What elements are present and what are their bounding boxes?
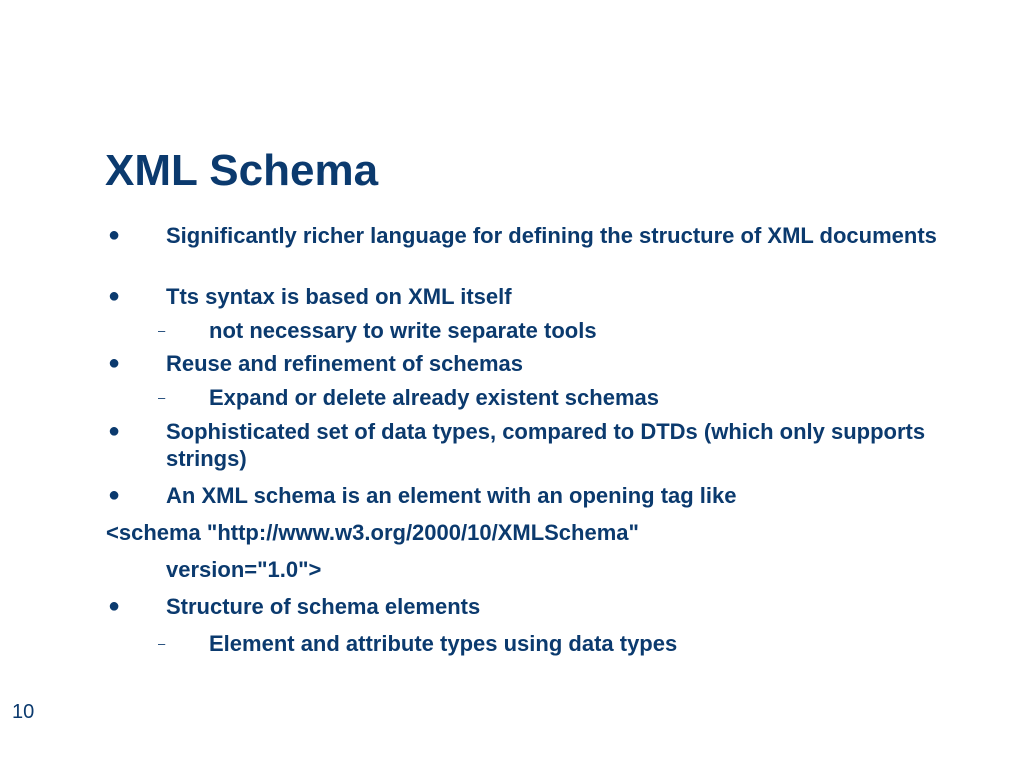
dash-icon: – [158,323,166,338]
bullet-icon: ● [108,352,121,374]
dash-icon: – [158,636,166,651]
bullet-icon: ● [108,595,121,617]
bullet-icon: ● [108,420,121,442]
bullet-text: Significantly richer language for defining the structure of XML documents [166,223,937,248]
sub-bullet-text: not necessary to write separate tools [209,318,597,343]
code-line: version="1.0"> [166,557,322,582]
sub-bullet-text: Element and attribute types using data types [209,631,678,656]
sub-bullet-text: Expand or delete already existent schemas [209,385,659,410]
bullet-icon: ● [108,285,121,307]
page-number: 10 [12,701,35,723]
dash-icon: – [158,390,166,405]
code-line: <schema "http://www.w3.org/2000/10/XMLSchema" [106,520,639,545]
bullet-icon: ● [108,224,121,246]
bullet-text: Reuse and refinement of schemas [166,351,524,376]
bullet-text: An XML schema is an element with an opening tag like [166,483,737,508]
slide-title: XML Schema [105,146,379,195]
bullet-icon: ● [108,484,121,506]
bullet-text: Sophisticated set of data types, compared to DTDs (which only supports strings) [166,419,926,471]
bullet-text: Structure of schema elements [166,594,481,619]
bullet-text: Tts syntax is based on XML itself [166,284,512,309]
